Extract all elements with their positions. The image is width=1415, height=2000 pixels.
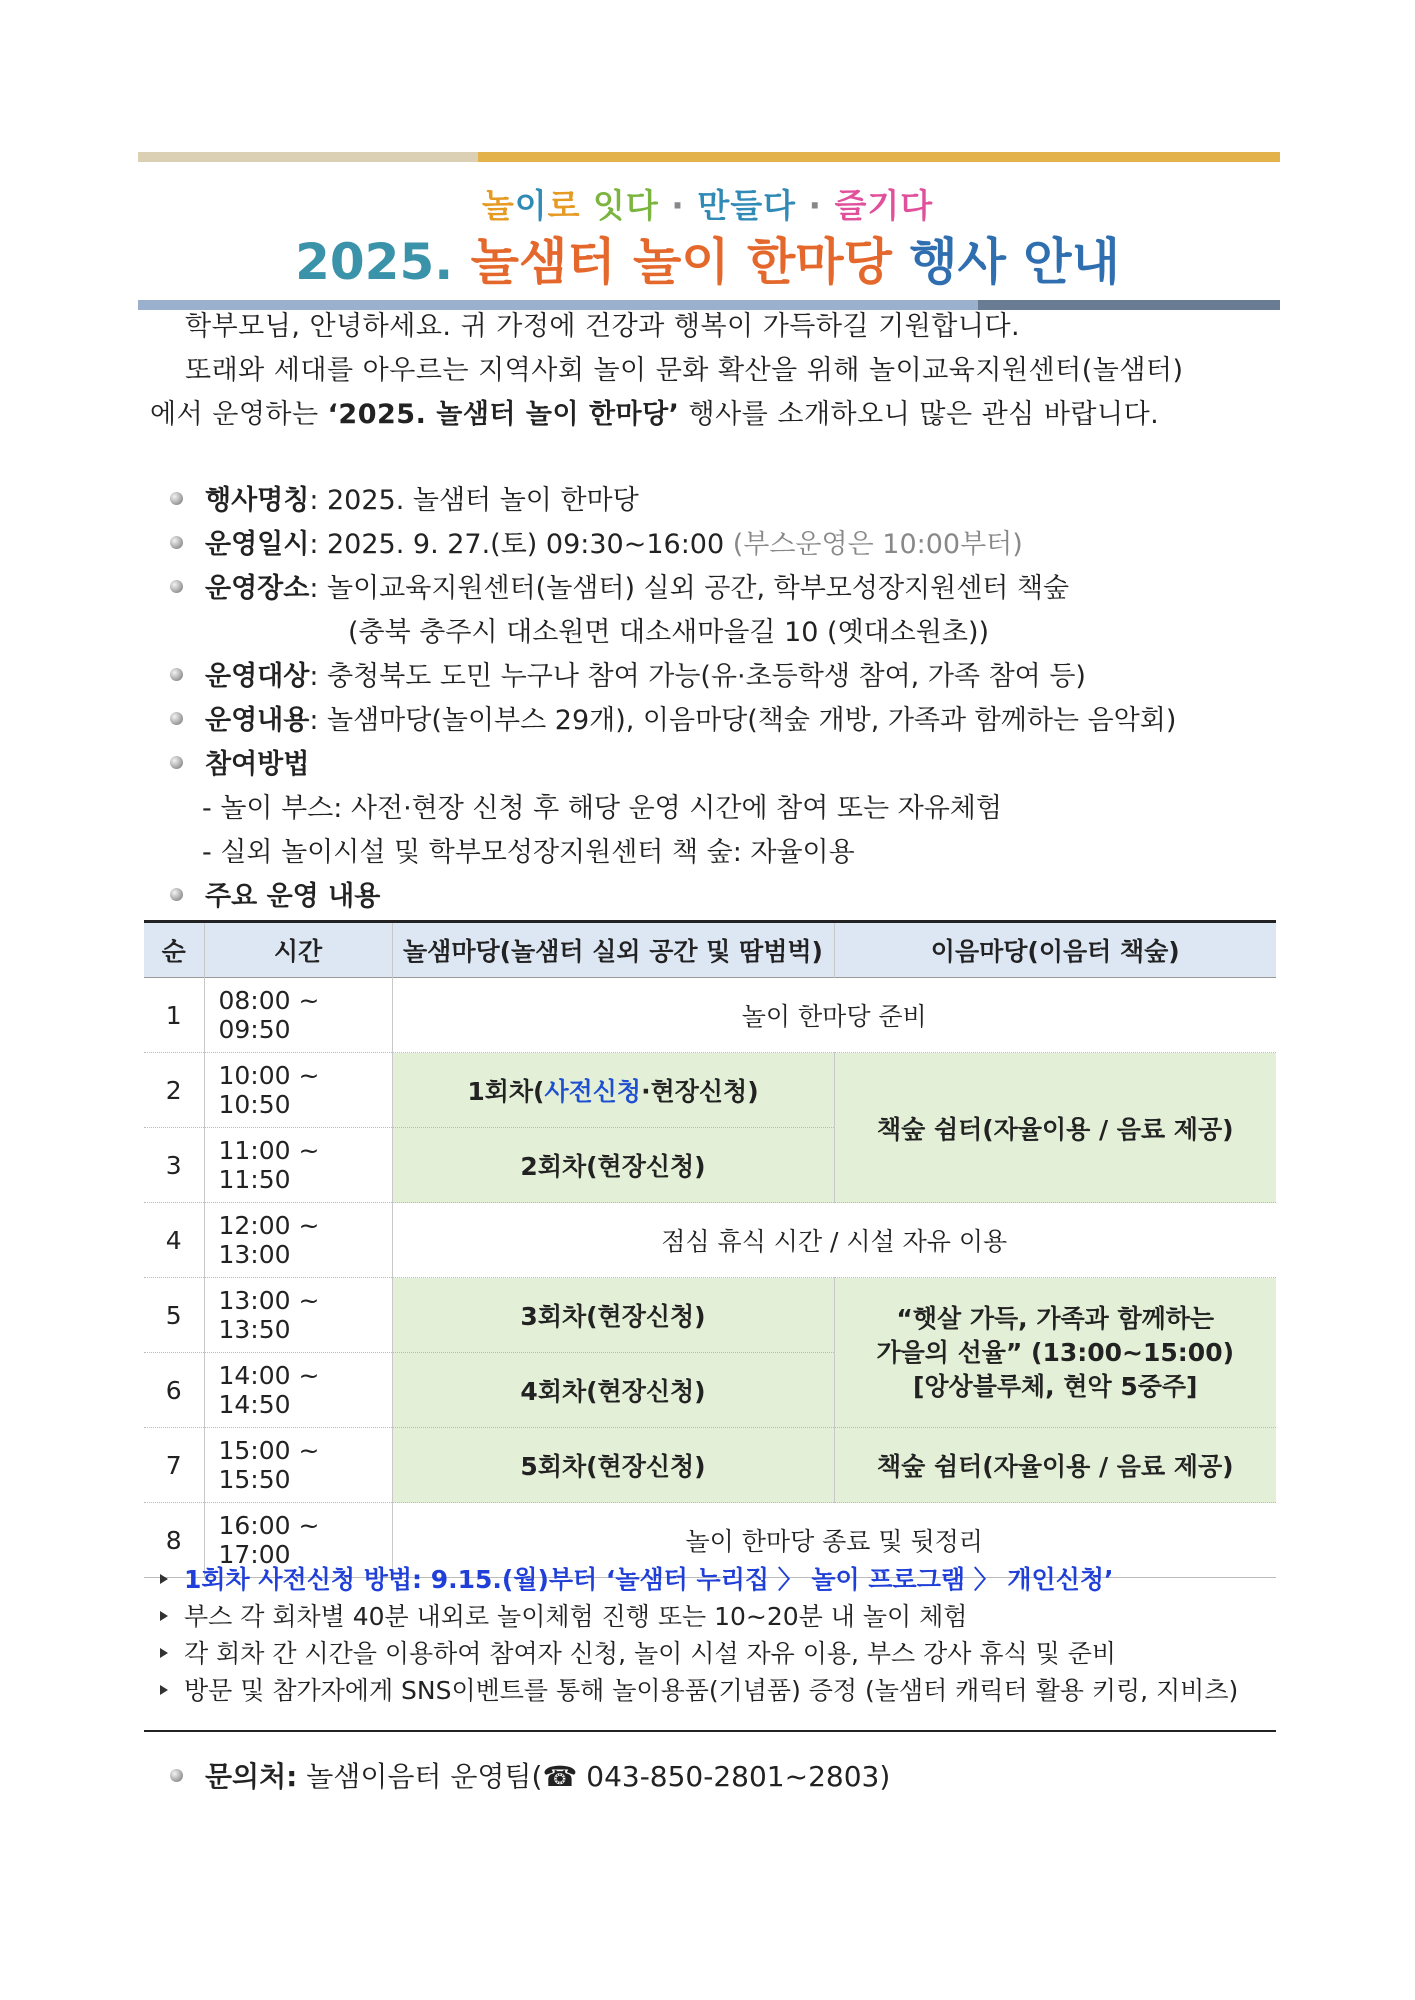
- table-row: 1 08:00 ~ 09:50 놀이 한마당 준비: [144, 978, 1276, 1053]
- table-row: 6 14:00 ~ 14:50 4회차(현장신청): [144, 1353, 1276, 1428]
- info-method-heading: 참여방법: [170, 742, 309, 781]
- divider: [144, 1730, 1276, 1732]
- header-time: 시간: [204, 922, 392, 978]
- bullet-icon: [170, 756, 183, 769]
- rest-area-cell: 책숲 쉼터(자율이용 / 음료 제공): [834, 1053, 1276, 1203]
- header-ieum: 이음마당(이음터 책숲): [834, 922, 1276, 978]
- info-event-address: (충북 충주시 대소원면 대소새마을길 10 (옛대소원초)): [348, 617, 990, 648]
- info-event-content: 운영내용: 놀샘마당(놀이부스 29개), 이음마당(책숲 개방, 가족과 함께하는 음악회): [170, 698, 1176, 737]
- table-row: 3 11:00 ~ 11:50 2회차(현장신청): [144, 1128, 1276, 1203]
- intro-line-2: 또래와 세대를 아우르는 지역사회 놀이 문화 확산을 위해 놀이교육지원센터(놀샘터): [185, 355, 1184, 386]
- note-item: 방문 및 참가자에게 SNS이벤트를 통해 놀이용품(기념품) 증정 (놀샘터 캐릭터 활용 키링, 지비츠): [160, 1671, 1238, 1707]
- bullet-icon: [170, 580, 183, 593]
- bullet-icon: [170, 492, 183, 505]
- triangle-bullet-icon: [160, 1648, 168, 1658]
- intro-line-3: 에서 운영하는 ‘2025. 놀샘터 놀이 한마당’ 행사를 소개하오니 많은 관심 바랍니다.: [150, 399, 1160, 430]
- bullet-icon: [170, 712, 183, 725]
- table-row: 5 13:00 ~ 13:50 3회차(현장신청) “햇살 가득, 가족과 함께하는 가을의 선율” (13:00~15:00) [앙상블루체, 현악 5중주]: [144, 1278, 1276, 1353]
- table-header-row: [144, 922, 1276, 978]
- note-item: 1회차 사전신청 방법: 9.15.(월)부터 ‘놀샘터 누리집 〉 놀이 프로그램 〉 개인신청’: [160, 1560, 1114, 1596]
- bullet-icon: [170, 888, 183, 901]
- table-row: 2 10:00 ~ 10:50 1회차(사전신청·현장신청) 책숲 쉼터(자율이용 / 음료 제공): [144, 1053, 1276, 1128]
- bullet-icon: [170, 536, 183, 549]
- info-main-heading: 주요 운영 내용: [170, 874, 380, 913]
- note-item: 부스 각 회차별 40분 내외로 놀이체험 진행 또는 10~20분 내 놀이 체험: [160, 1597, 967, 1633]
- note-item: 각 회차 간 시간을 이용하여 참여자 신청, 놀이 시설 자유 이용, 부스 강사 휴식 및 준비: [160, 1634, 1116, 1670]
- subtitle: 놀이로 잇다 · 만들다 · 즐기다: [481, 186, 934, 225]
- info-event-name: 행사명칭: 2025. 놀샘터 놀이 한마당: [170, 478, 639, 517]
- top-decor-bar: [138, 152, 1280, 162]
- phone-icon: ☎: [542, 1760, 578, 1793]
- triangle-bullet-icon: [160, 1574, 168, 1584]
- info-method-1: - 놀이 부스: 사전·현장 신청 후 해당 운영 시간에 참여 또는 자유체험: [202, 793, 1002, 824]
- contact-info: 문의처: 놀샘이음터 운영팀(☎ 043-850-2801~2803): [170, 1755, 890, 1795]
- triangle-bullet-icon: [160, 1685, 168, 1695]
- table-row: 7 15:00 ~ 15:50 5회차(현장신청) 책숲 쉼터(자율이용 / 음료 제공): [144, 1428, 1276, 1503]
- intro-paragraph: [150, 305, 1260, 437]
- table-row: 8 16:00 ~ 17:00 놀이 한마당 종료 및 뒷정리: [144, 1503, 1276, 1578]
- table-row: 4 12:00 ~ 13:00 점심 휴식 시간 / 시설 자유 이용: [144, 1203, 1276, 1278]
- info-event-place: 운영장소: 놀이교육지원센터(놀샘터) 실외 공간, 학부모성장지원센터 책숲: [170, 566, 1069, 605]
- page-title: 2025. 놀샘터 놀이 한마당 행사 안내: [295, 233, 1120, 291]
- concert-cell: “햇살 가득, 가족과 함께하는 가을의 선율” (13:00~15:00) [앙상블루체, 현악 5중주]: [834, 1278, 1276, 1428]
- header-no: 순: [144, 922, 204, 978]
- triangle-bullet-icon: [160, 1611, 168, 1621]
- schedule-table: [144, 920, 1276, 1578]
- header-nolsaem: 놀샘마당(놀샘터 실외 공간 및 땀범벅): [392, 922, 834, 978]
- info-event-date: 운영일시: 2025. 9. 27.(토) 09:30~16:00 (부스운영은 10:00부터): [170, 522, 1023, 561]
- bullet-icon: [170, 1769, 183, 1782]
- info-event-target: 운영대상: 충청북도 도민 누구나 참여 가능(유·초등학생 참여, 가족 참여 등): [170, 654, 1086, 693]
- intro-line-1: 학부모님, 안녕하세요. 귀 가정에 건강과 행복이 가득하길 기원합니다.: [185, 311, 1021, 342]
- info-method-2: - 실외 놀이시설 및 학부모성장지원센터 책 숲: 자율이용: [202, 837, 855, 868]
- bullet-icon: [170, 668, 183, 681]
